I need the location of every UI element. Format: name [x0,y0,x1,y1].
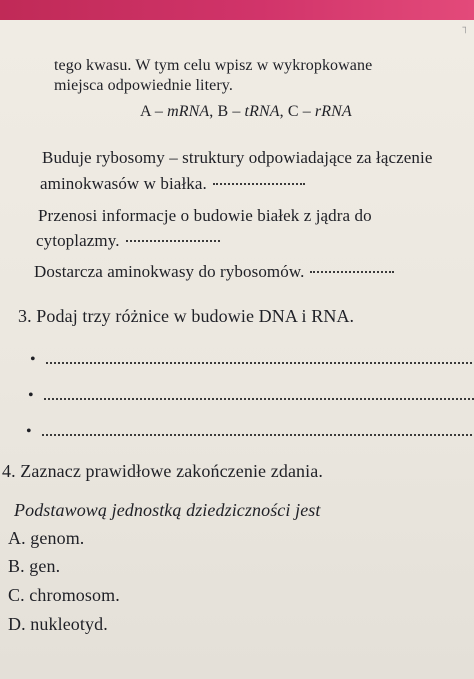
bullet-icon: • [26,423,32,440]
instruction-line-1: tego kwasu. W tym celu wpisz w wykropkowane [54,57,373,74]
option-b[interactable]: B. gen. [8,556,61,576]
page-corner-mark: ⌐ [457,26,473,34]
dotted-answer-line[interactable] [46,362,474,364]
header-color-band [0,0,474,20]
question-3-prompt: 3. Podaj trzy różnice w budowie DNA i RNA. [18,306,355,326]
statement-3-line [34,260,394,284]
statement-2-line-1: Przenosi informacje o budowie białek z jądra do [38,206,372,225]
statement-3-text: Dostarcza aminokwasy do rybosomów. [34,262,305,281]
legend-c-letter: , C – [279,103,315,120]
statement-3-answer-blank[interactable] [310,271,394,273]
statement-1-text: aminokwasów w białka. [40,174,207,193]
option-a[interactable]: A. genom. [8,528,85,548]
dotted-answer-line[interactable] [42,434,472,436]
legend-c-value: rRNA [314,103,352,120]
option-c[interactable]: C. chromosom. [8,585,120,605]
question-4-stem: Podstawową jednostką dziedziczności jest [14,500,321,520]
bullet-icon: • [28,387,34,404]
dotted-answer-line[interactable] [44,398,474,400]
bullet-icon: • [30,351,36,368]
statement-1-answer-blank[interactable] [213,183,305,185]
statement-1-line-1: Buduje rybosomy – struktury odpowiadające za łączenie [42,148,433,167]
legend-b-value: tRNA [244,103,280,120]
legend-a-letter: A – [140,103,168,120]
option-d[interactable]: D. nukleotyd. [8,614,108,634]
instruction-line-2: miejsca odpowiednie litery. [54,77,233,94]
statement-2-line-2 [36,229,220,253]
legend-a-value: mRNA [167,103,210,120]
question-4-prompt: 4. Zaznacz prawidłowe zakończenie zdania. [2,461,323,481]
statement-1-line-2 [40,172,305,196]
statement-2-text: cytoplazmy. [36,231,120,250]
answer-line-3[interactable] [22,424,472,444]
answer-line-1[interactable] [26,352,474,372]
statement-2-answer-blank[interactable] [126,240,220,242]
answer-key-legend [140,103,352,121]
legend-b-letter: , B – [209,103,245,120]
answer-line-2[interactable] [24,388,474,408]
